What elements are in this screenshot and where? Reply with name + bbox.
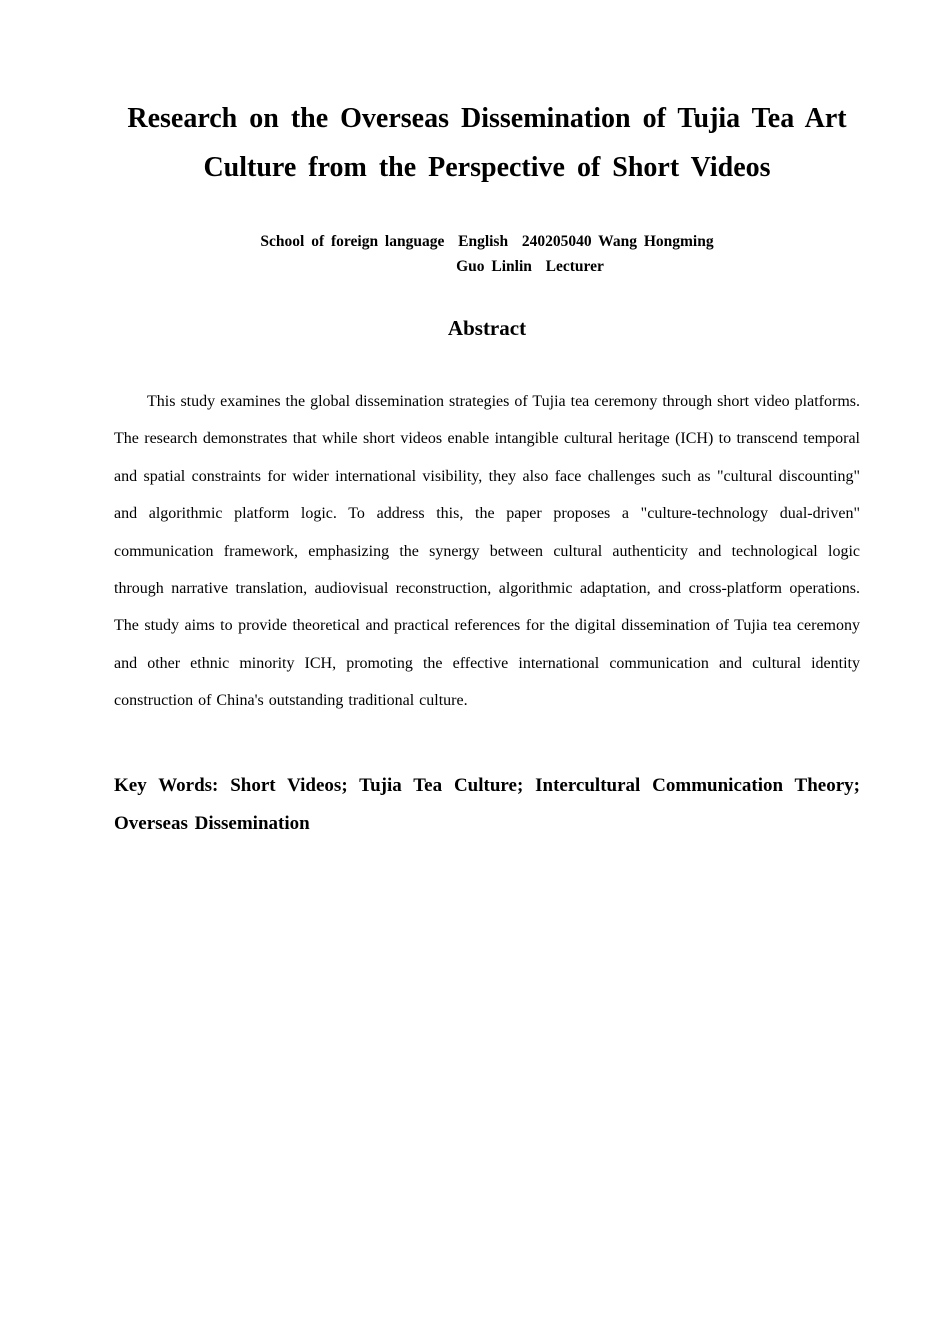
paper-title: Research on the Overseas Dissemination of Tujia Tea Art Culture from the Perspective of Short Videos	[127, 103, 847, 183]
author-affiliation-line: School of foreign language English 240205040 Wang Hongming	[260, 233, 714, 250]
abstract-body: This study examines the global dissemination strategies of Tujia tea ceremony through short video platforms. The research demonstrates that while short videos enable intangible cultural heritage (ICH) to transcend temporal and spatial constraints for wider international visibility, they also face challenges such as "cultural discounting" and algorithmic platform logic. To address this, the paper proposes a "culture-technology dual-driven" communication framework, emphasizing the synergy between cultural authenticity and technological logic through narrative translation, audiovisual reconstruction, algorithmic adaptation, and cross-platform operations. The study aims to provide theoretical and practical references for the digital dissemination of Tujia tea ceremony and other ethnic minority ICH, promoting the effective international communication and cultural identity construction of China's outstanding traditional culture.	[114, 393, 860, 710]
abstract-heading: Abstract	[447, 316, 527, 340]
supervisor-line: Guo Linlin Lecturer	[456, 258, 604, 275]
author-block	[114, 229, 860, 279]
keywords: Key Words: Short Videos; Tujia Tea Culture; Intercultural Communication Theory; Overseas Dissemination	[114, 775, 860, 834]
